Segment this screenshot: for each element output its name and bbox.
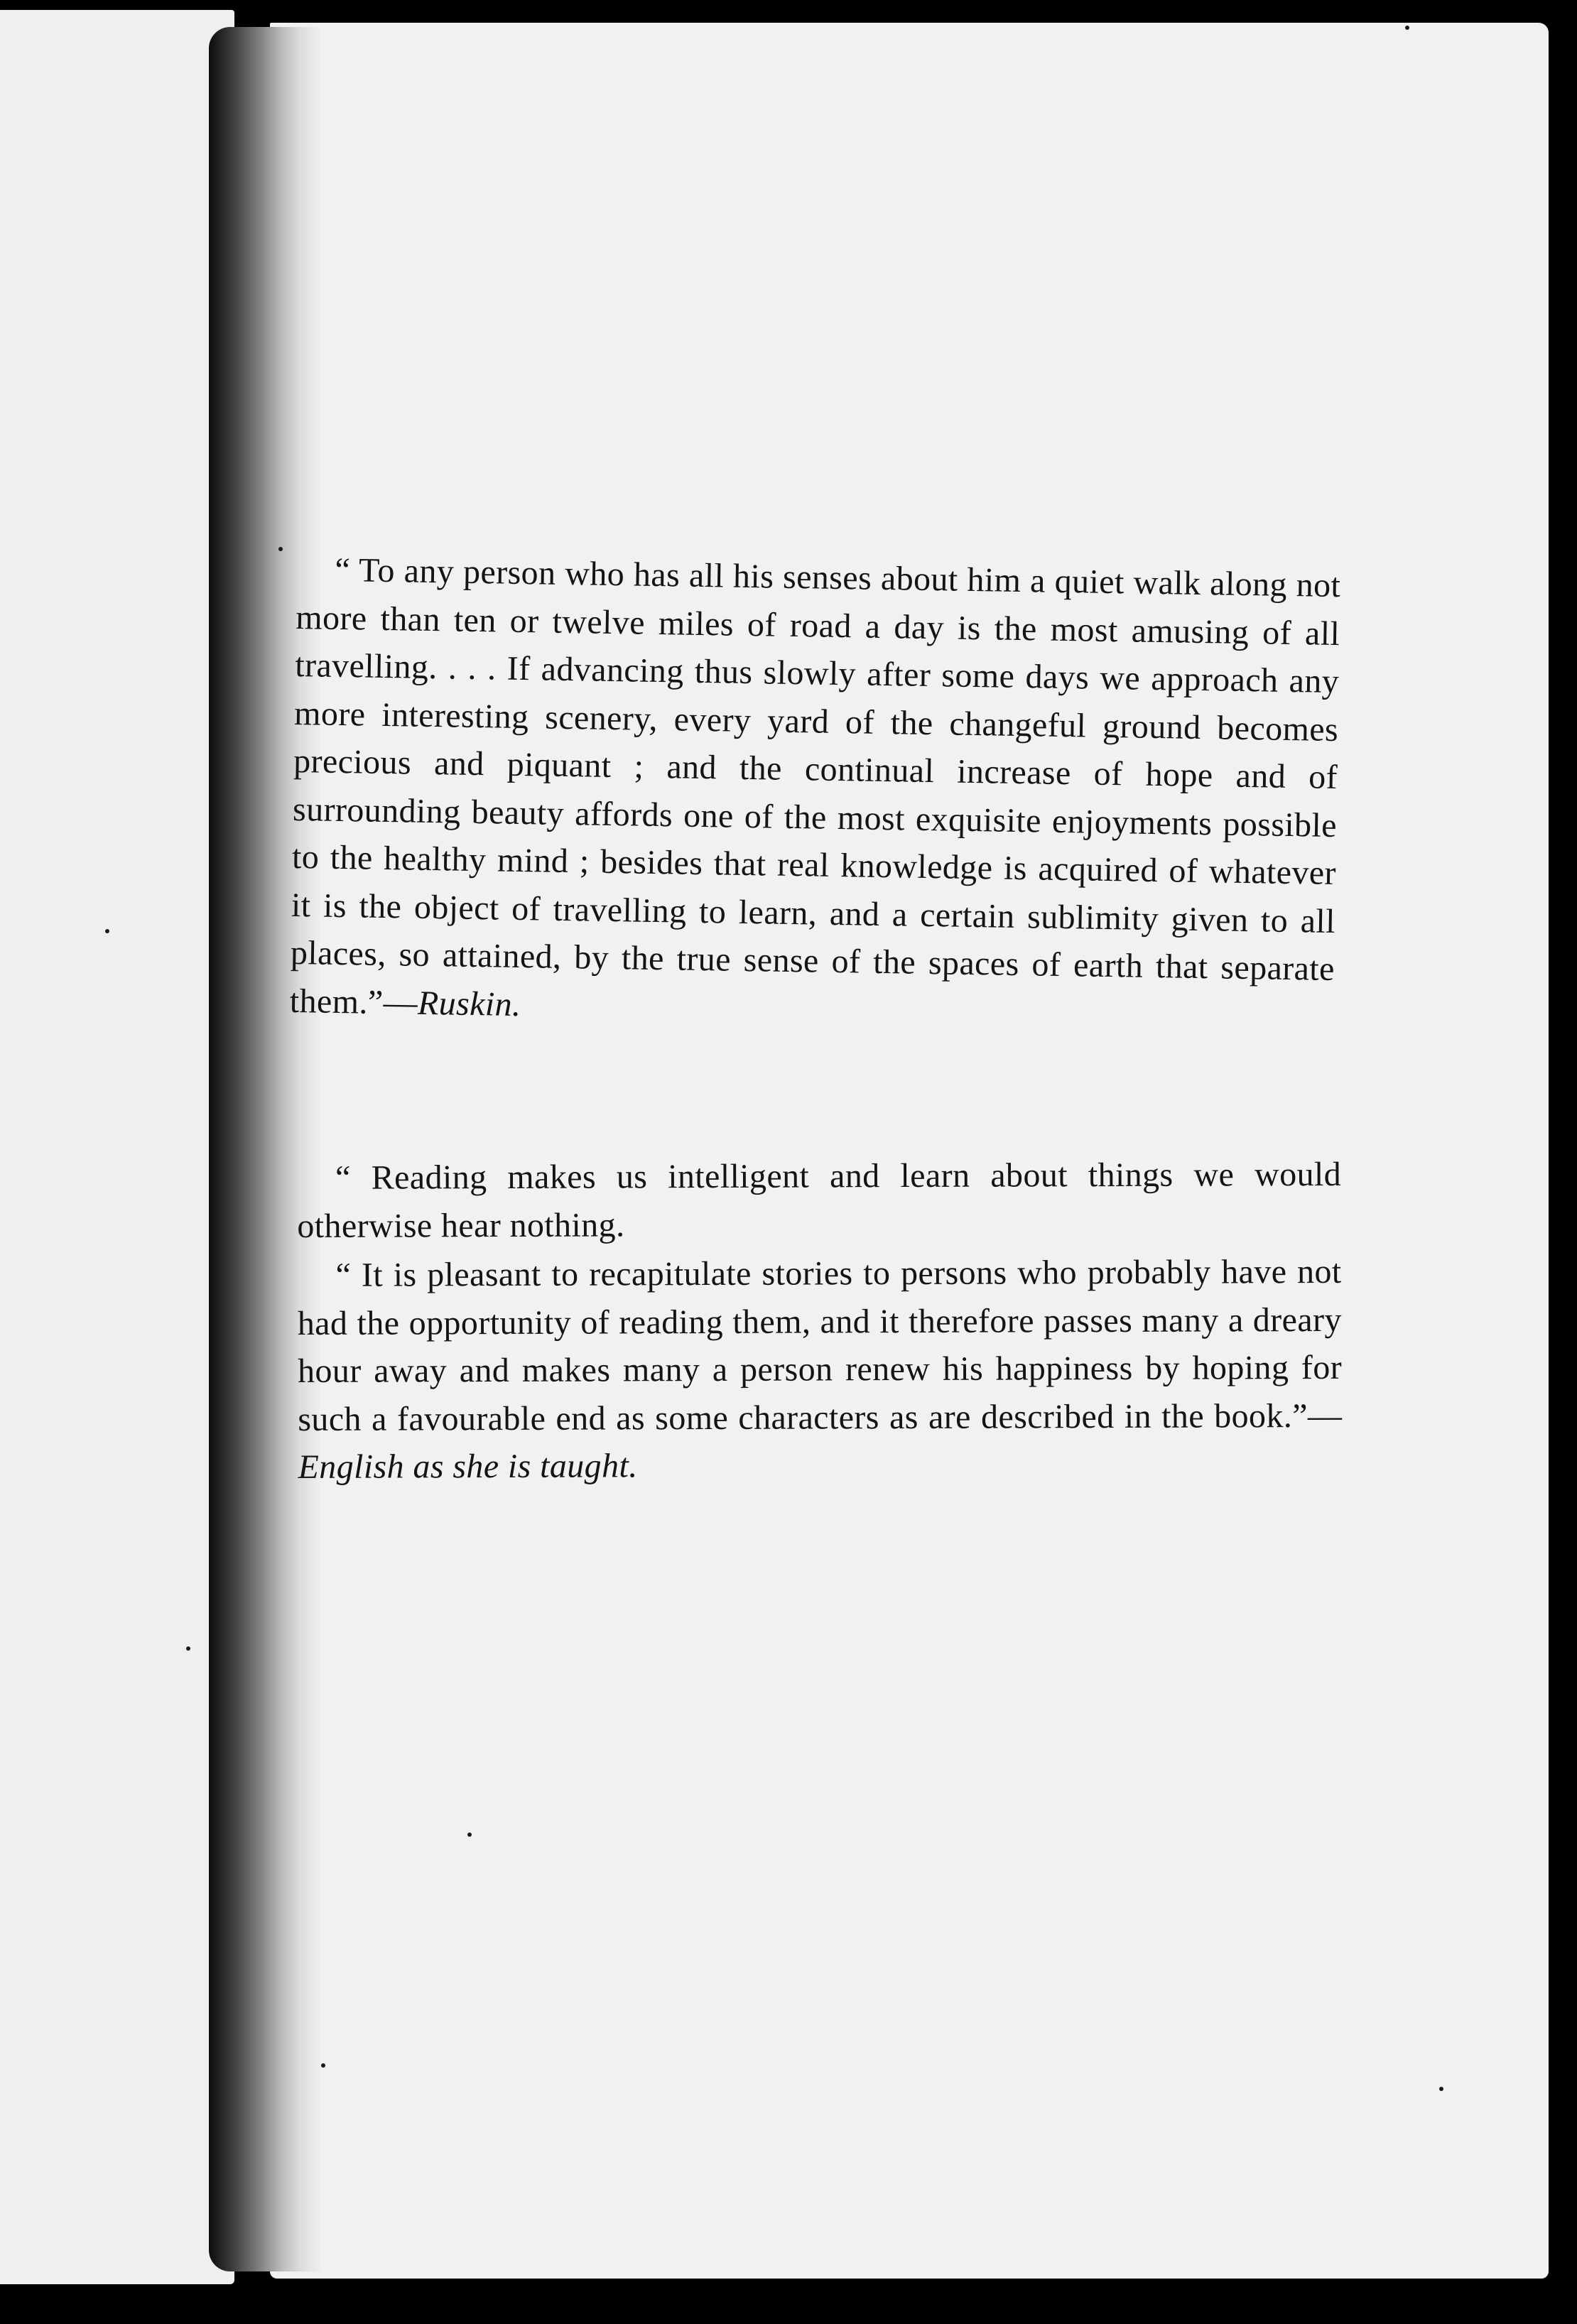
- paper-speck: [1439, 2087, 1443, 2091]
- paper-speck: [105, 929, 109, 933]
- paper-speck: [278, 547, 283, 551]
- ruskin-quote-text: “ To any person who has all his senses about him a quiet walk along not more than ten or twelve miles of road a day is the most amusing of all travelling. . . . If advancing thus slowly after some days we approach any more interesting scenery, every yard of the changeful ground becomes precious and piquant ; and the continual increase of hope and of surrounding beauty affords one of the most exquisite enjoyments possible to the healthy mind ; besides that real knowledge is acquired of whatever it is the object of travelling to learn, and a certain sublimity given to all places, so attained, by the true sense of the spaces of earth that separate them.”—: [289, 550, 1341, 1022]
- book-gutter-shadow: [209, 27, 320, 2271]
- paper-speck: [467, 1832, 472, 1837]
- english-attribution: English as she is taught.: [298, 1447, 638, 1486]
- recapitulate-quote-paragraph: [297, 1248, 1342, 1492]
- paper-speck: [321, 2063, 325, 2068]
- right-page: [270, 23, 1549, 2279]
- ruskin-quote: [289, 545, 1340, 1041]
- paper-speck: [1405, 26, 1409, 30]
- english-as-she-is-taught-quotes: [297, 1151, 1343, 1492]
- reading-quote-paragraph: “ Reading makes us intelligent and learn about things we would otherwise hear nothing.: [297, 1155, 1342, 1245]
- ruskin-attribution: Ruskin.: [417, 984, 521, 1023]
- recapitulate-quote-text: “ It is pleasant to recapitulate stories to persons who probably have not had the opportunity of reading them, and it therefore passes many a dreary hour away and makes many a person renew his happiness by hoping for such a favourable end as some characters as are described in the book.”—: [297, 1252, 1343, 1438]
- paper-speck: [186, 1646, 190, 1651]
- ruskin-quote-paragraph: [289, 545, 1340, 1041]
- left-page: [0, 10, 234, 2284]
